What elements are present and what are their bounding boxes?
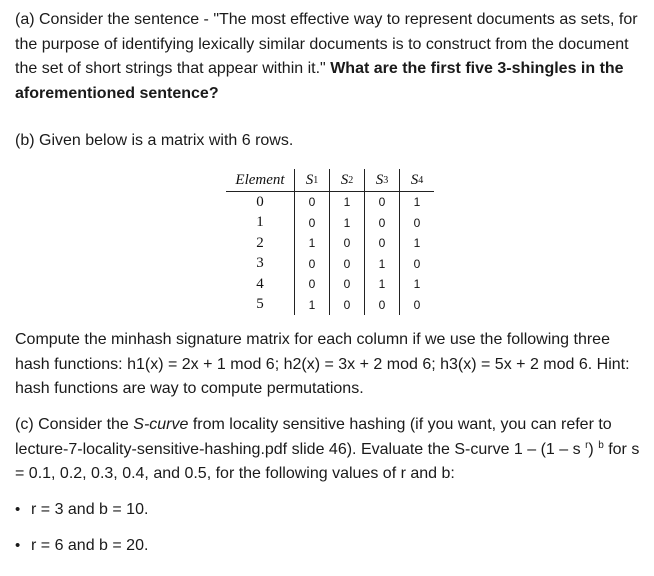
element-cell: 4 [256,275,264,292]
bullet-text-1: r = 3 and b = 10. [31,501,149,518]
value-cell: 0 [364,213,399,234]
value-cell: 1 [364,254,399,275]
value-cell: 0 [364,233,399,254]
part-b-task: Compute the minhash signature matrix for each column if we use the following three hash functions: h1(x) = 2x + 1 mod 6; h2(x) = 3x + 2 mod 6; h3(x) = 5x + 2 mod 6. Hint: hash functions are way to compute permutations. [15,331,630,397]
part-a-paragraph [15,8,645,106]
table-body [226,192,434,315]
table-row [226,233,434,254]
exponent-r: r [585,439,589,451]
bullet-text-2: r = 6 and b = 20. [31,537,149,554]
table-row [226,213,434,234]
table-header-row [226,169,434,192]
table-row [226,274,434,295]
list-item [15,498,148,522]
part-c-pre: (c) Consider the [15,416,134,433]
value-cell: 0 [294,192,329,213]
part-c-post: from locality sensitive hashing (if you want, you can refer to lecture-7-locality-sensitive-hashing.pdf slide 46). Evaluate the S-curve 1 – (1 – s [15,416,612,458]
element-cell: 0 [256,193,264,210]
table-row [226,254,434,275]
header-s2: S 2 [329,169,364,191]
value-cell: 0 [364,295,399,316]
bullet-icon: • [15,537,21,554]
element-cell: 3 [256,255,264,272]
value-cell: 1 [294,295,329,316]
element-cell: 1 [256,214,264,231]
bullet-icon: • [15,501,21,518]
value-cell: 1 [329,192,364,213]
value-cell: 0 [329,295,364,316]
header-s1: S 1 [294,169,329,191]
element-cell: 2 [256,234,264,251]
value-cell: 0 [329,233,364,254]
value-cell: 0 [329,254,364,275]
part-b-intro: (b) Given below is a matrix with 6 rows. [15,132,294,149]
value-cell: 0 [399,295,434,316]
value-cell: 1 [294,233,329,254]
header-element: Element [235,171,285,188]
part-c-tail: for s = 0.1, 0.2, 0.3, 0.4, and 0.5, for the following values of r and b: [15,440,640,482]
s-curve-term: S-curve [133,416,189,433]
part-a-text: (a) Consider the sentence - "The most effective way to represent documents as sets, for the purpose of identifying lexically similar documents is to construct from the document the set of short strings that appear within it." [15,11,638,77]
value-cell: 0 [399,254,434,275]
value-cell: 0 [329,274,364,295]
value-cell: 0 [364,192,399,213]
part-c-paren: ) [588,440,594,458]
value-cell: 0 [294,213,329,234]
part-a-question: What are the first five 3-shingles in the aforementioned sentence? [15,60,624,102]
element-cell: 5 [256,296,264,313]
part-c-paragraph [15,413,645,487]
exponent-b: b [598,439,604,451]
value-cell: 0 [294,254,329,275]
value-cell: 1 [399,192,434,213]
value-cell: 1 [399,274,434,295]
list-item [15,534,148,558]
header-s4: S 4 [399,169,434,191]
value-cell: 0 [294,274,329,295]
value-cell: 1 [329,213,364,234]
table-row [226,192,434,213]
element-matrix-table [226,169,434,315]
value-cell: 1 [364,274,399,295]
value-cell: 0 [399,213,434,234]
table-row [226,295,434,316]
header-s3: S 3 [364,169,399,191]
value-cell: 1 [399,233,434,254]
